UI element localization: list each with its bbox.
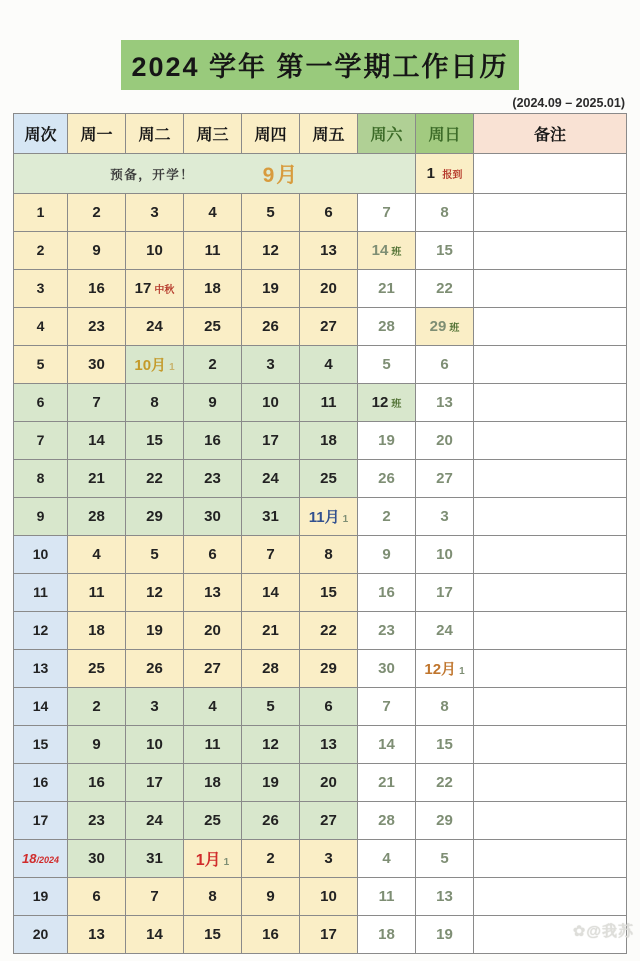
day-cell: 7 [358,194,416,232]
watermark [573,920,634,941]
week-row-10 [14,536,627,574]
week-number-cell: 9 [14,498,68,536]
day-cell: 6 [68,878,126,916]
day-cell: 7 [242,536,300,574]
day-cell: 11 [300,384,358,422]
day-cell: 31 [126,840,184,878]
day-cell: 19 [242,270,300,308]
week-row-3 [14,270,627,308]
day-cell: 10 [126,726,184,764]
day-cell: 11月 1 [300,498,358,536]
day-cell: 1月 1 [184,840,242,878]
week-row-8 [14,460,627,498]
remark-cell [474,194,627,232]
day-cell: 3 [242,346,300,384]
week-row-7 [14,422,627,460]
week-number-cell: 18/2024 [14,840,68,878]
day-cell: 20 [300,270,358,308]
day-cell: 26 [242,308,300,346]
week-number-cell: 2 [14,232,68,270]
col-header-fri: 周五 [300,114,358,154]
day-cell: 21 [242,612,300,650]
day-cell: 28 [242,650,300,688]
day-cell: 8 [126,384,184,422]
remark-cell [474,840,627,878]
day-cell: 27 [300,308,358,346]
day-cell: 13 [416,878,474,916]
day-cell: 2 [68,194,126,232]
flower-logo-icon: ✿ [572,923,587,940]
day-cell: 25 [300,460,358,498]
day-cell: 28 [358,308,416,346]
day-cell: 25 [68,650,126,688]
header-row [14,114,627,154]
week-row-16 [14,764,627,802]
day-cell: 4 [184,194,242,232]
day-cell: 19 [242,764,300,802]
day-cell: 27 [300,802,358,840]
day-cell: 16 [358,574,416,612]
day-cell: 20 [416,422,474,460]
day-cell: 10月 1 [126,346,184,384]
week-row-5 [14,346,627,384]
week-number-cell: 12 [14,612,68,650]
day-cell: 24 [126,308,184,346]
day-cell: 2 [68,688,126,726]
september-month-row [14,154,627,194]
day-cell: 3 [416,498,474,536]
week-number-cell: 13 [14,650,68,688]
day-cell: 13 [68,916,126,954]
day-cell: 19 [358,422,416,460]
week-number-cell: 10 [14,536,68,574]
day-cell: 10 [242,384,300,422]
day-cell: 10 [416,536,474,574]
week-row-6 [14,384,627,422]
day-cell: 14 [68,422,126,460]
date-range: (2024.09 – 2025.01) [512,96,625,110]
remark-cell [474,154,627,194]
week-number-cell: 14 [14,688,68,726]
day-cell: 30 [68,346,126,384]
day-cell: 11 [358,878,416,916]
day-cell: 6 [416,346,474,384]
day-cell: 30 [358,650,416,688]
day-cell: 5 [126,536,184,574]
day-cell: 15 [416,726,474,764]
day-cell: 29 班 [416,308,474,346]
day-cell: 29 [126,498,184,536]
day-cell: 8 [416,194,474,232]
day-cell: 18 [184,764,242,802]
col-header-thu: 周四 [242,114,300,154]
day-cell: 17 [126,764,184,802]
day-cell: 14 [358,726,416,764]
day-cell: 29 [300,650,358,688]
day-cell: 23 [68,308,126,346]
week-number-cell: 7 [14,422,68,460]
day-cell: 9 [358,536,416,574]
day-cell: 8 [416,688,474,726]
col-header-sat: 周六 [358,114,416,154]
remark-cell [474,802,627,840]
school-start-note: 预备，开学！ [110,167,195,182]
registration-tag: 报到 [442,169,463,181]
day-cell: 10 [126,232,184,270]
remark-cell [474,726,627,764]
day-cell: 30 [184,498,242,536]
week-number-cell: 5 [14,346,68,384]
day-cell: 10 [300,878,358,916]
week-row-19 [14,878,627,916]
day-cell: 4 [184,688,242,726]
day-cell: 16 [68,270,126,308]
remark-cell [474,536,627,574]
day-cell: 21 [68,460,126,498]
week-number-cell: 3 [14,270,68,308]
day-cell-sep1 [416,154,474,194]
day-cell: 26 [358,460,416,498]
day-cell: 14 [126,916,184,954]
day-cell: 12月 1 [416,650,474,688]
day-cell: 18 [300,422,358,460]
watermark-text: @我苏 [586,923,634,940]
remark-cell [474,688,627,726]
remark-cell [474,612,627,650]
day-cell: 22 [300,612,358,650]
day-cell: 5 [416,840,474,878]
col-header-sun: 周日 [416,114,474,154]
col-header-mon: 周一 [68,114,126,154]
day-cell: 9 [242,878,300,916]
day-cell: 28 [358,802,416,840]
day-cell: 23 [358,612,416,650]
day-cell: 22 [416,764,474,802]
week-row-15 [14,726,627,764]
day-cell: 20 [184,612,242,650]
day-cell: 13 [416,384,474,422]
day-cell: 12 班 [358,384,416,422]
day-cell: 24 [242,460,300,498]
september-label: 9月 [262,163,300,187]
day-cell: 16 [184,422,242,460]
remark-cell [474,422,627,460]
remark-cell [474,308,627,346]
remark-cell [474,878,627,916]
day-cell: 9 [68,726,126,764]
week-number-cell: 1 [14,194,68,232]
day-cell: 17 中秋 [126,270,184,308]
day-cell: 12 [242,232,300,270]
day-cell: 5 [242,194,300,232]
day-cell: 17 [416,574,474,612]
week-row-13 [14,650,627,688]
col-header-week: 周次 [14,114,68,154]
day-cell: 3 [126,688,184,726]
day-cell: 18 [358,916,416,954]
day-cell: 5 [242,688,300,726]
day-cell: 4 [68,536,126,574]
remark-cell [474,764,627,802]
page-title: 2024 学年 第一学期工作日历 [121,40,518,90]
day-cell: 6 [300,194,358,232]
day-cell: 24 [126,802,184,840]
day-cell: 19 [416,916,474,954]
day-cell: 23 [184,460,242,498]
day-cell: 9 [184,384,242,422]
week-row-4 [14,308,627,346]
day-cell: 13 [300,726,358,764]
work-calendar-table [13,113,627,954]
week-row-20 [14,916,627,954]
col-header-remark: 备注 [474,114,627,154]
day-cell: 8 [300,536,358,574]
day-cell: 15 [184,916,242,954]
september-banner-cell [14,154,416,194]
day-cell: 12 [242,726,300,764]
day-cell: 7 [358,688,416,726]
day-cell: 2 [242,840,300,878]
day-cell: 25 [184,802,242,840]
day-cell: 15 [126,422,184,460]
day-cell: 11 [184,232,242,270]
week-row-12 [14,612,627,650]
day-cell: 29 [416,802,474,840]
day-cell: 13 [300,232,358,270]
day-cell: 3 [126,194,184,232]
week-number-cell: 20 [14,916,68,954]
week-number-cell: 19 [14,878,68,916]
col-header-wed: 周三 [184,114,242,154]
day-cell: 2 [358,498,416,536]
day-cell: 31 [242,498,300,536]
day-cell: 14 班 [358,232,416,270]
day-cell: 26 [242,802,300,840]
day-cell: 3 [300,840,358,878]
day-cell: 18 [184,270,242,308]
week-row-1 [14,194,627,232]
remark-cell [474,270,627,308]
day-cell: 11 [184,726,242,764]
remark-cell [474,574,627,612]
week-row-11 [14,574,627,612]
day-cell: 5 [358,346,416,384]
day-cell: 19 [126,612,184,650]
day-cell: 6 [184,536,242,574]
day-cell: 21 [358,764,416,802]
day-cell: 22 [416,270,474,308]
day-cell: 17 [242,422,300,460]
day-cell: 6 [300,688,358,726]
day-cell: 20 [300,764,358,802]
day-cell: 18 [68,612,126,650]
day-cell: 27 [416,460,474,498]
week-number-cell: 11 [14,574,68,612]
week-number-cell: 8 [14,460,68,498]
day-cell: 28 [68,498,126,536]
day-cell: 15 [416,232,474,270]
remark-cell [474,346,627,384]
remark-cell [474,650,627,688]
day-cell: 24 [416,612,474,650]
day-cell: 26 [126,650,184,688]
day-cell: 27 [184,650,242,688]
day-cell: 14 [242,574,300,612]
day-cell: 4 [300,346,358,384]
day-cell: 21 [358,270,416,308]
week-row-18 [14,840,627,878]
day-cell: 15 [300,574,358,612]
day-cell: 17 [300,916,358,954]
day-number: 1 [426,164,435,182]
day-cell: 25 [184,308,242,346]
day-cell: 7 [68,384,126,422]
remark-cell [474,498,627,536]
week-number-cell: 16 [14,764,68,802]
day-cell: 12 [126,574,184,612]
week-number-cell: 4 [14,308,68,346]
day-cell: 16 [68,764,126,802]
day-cell: 13 [184,574,242,612]
day-cell: 8 [184,878,242,916]
week-row-17 [14,802,627,840]
week-row-14 [14,688,627,726]
week-row-9 [14,498,627,536]
week-number-cell: 6 [14,384,68,422]
day-cell: 22 [126,460,184,498]
remark-cell [474,384,627,422]
day-cell: 30 [68,840,126,878]
col-header-tue: 周二 [126,114,184,154]
remark-cell [474,460,627,498]
title-area [0,0,640,90]
day-cell: 9 [68,232,126,270]
week-number-cell: 15 [14,726,68,764]
day-cell: 11 [68,574,126,612]
day-cell: 2 [184,346,242,384]
day-cell: 23 [68,802,126,840]
day-cell: 4 [358,840,416,878]
remark-cell [474,232,627,270]
day-cell: 16 [242,916,300,954]
week-row-2 [14,232,627,270]
week-number-cell: 17 [14,802,68,840]
day-cell: 7 [126,878,184,916]
